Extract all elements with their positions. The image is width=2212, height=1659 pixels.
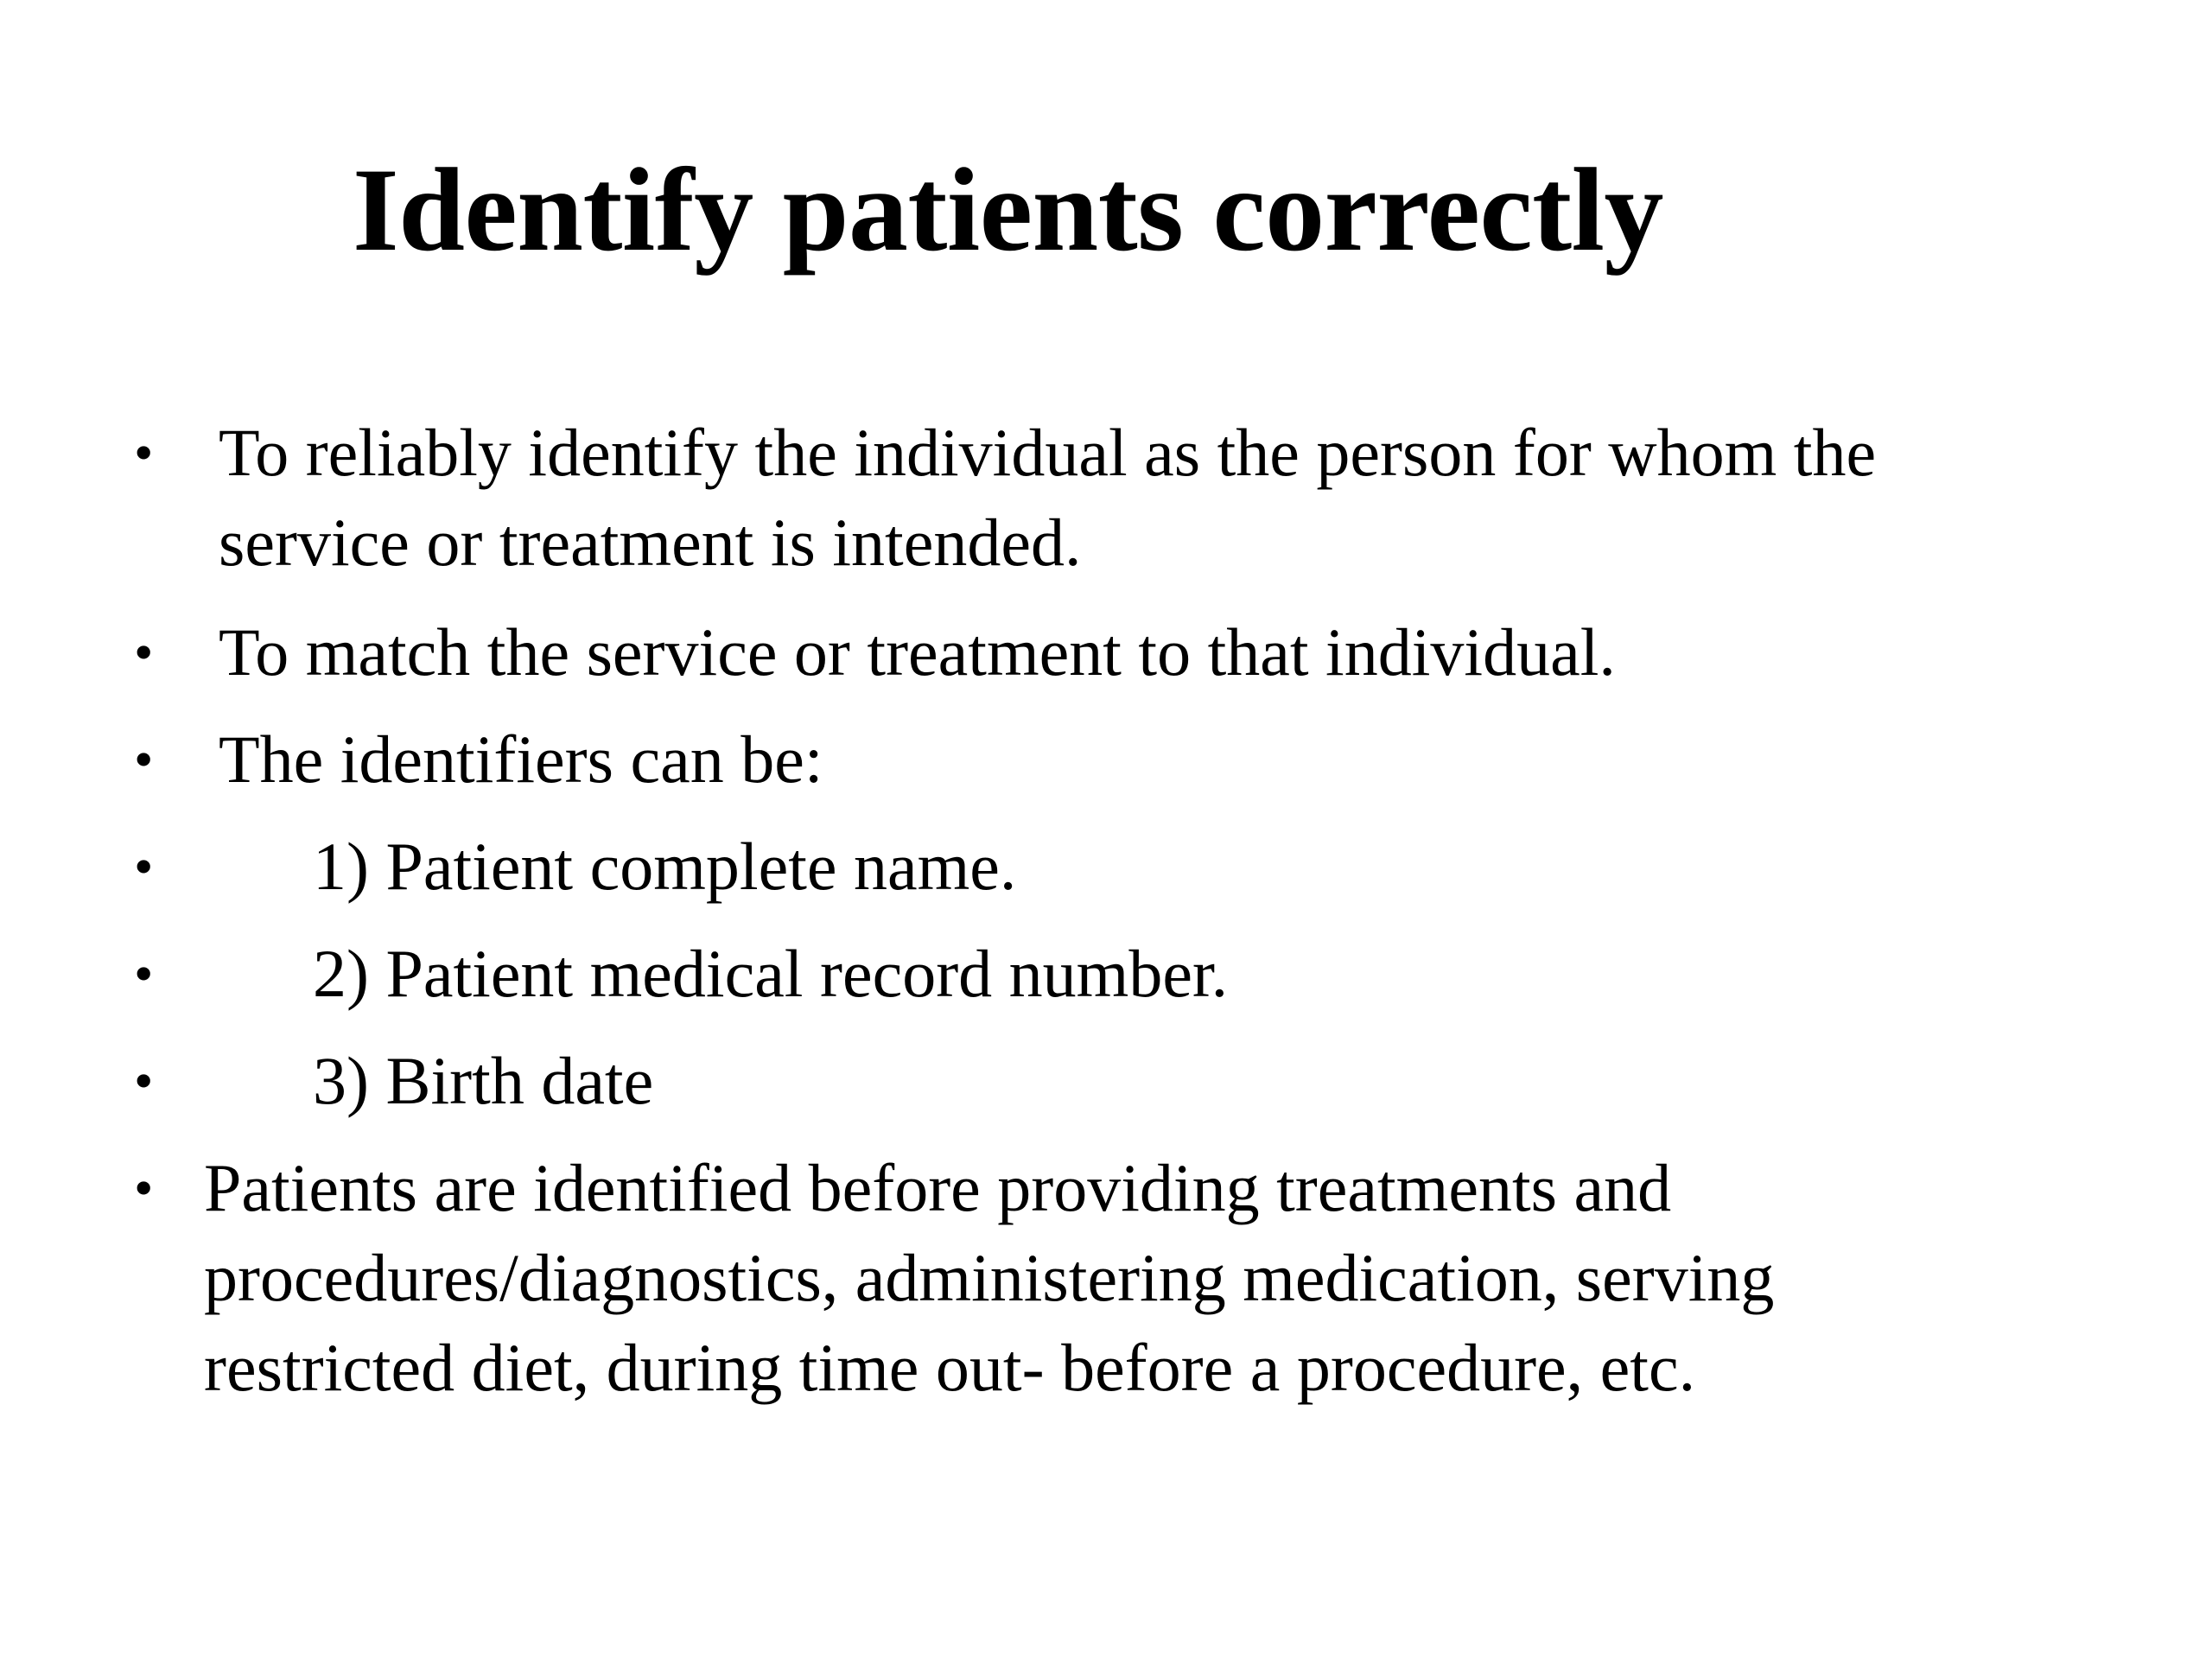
bullet-text-line: 2) Patient medical record number. <box>313 936 1229 1011</box>
bullet-text-line: procedures/diagnostics, administering medication, serving <box>204 1240 1775 1315</box>
bullet-text-line: Patients are identified before providing treatments and <box>204 1150 1672 1225</box>
list-item <box>0 607 2212 697</box>
slide-title: Identify patients correctly <box>353 143 1663 276</box>
bullet-text-line: To match the service or treatment to that individual. <box>219 614 1616 690</box>
list-item <box>0 822 2212 912</box>
list-item <box>0 1143 2212 1413</box>
bullet-text-line: The identifiers can be: <box>219 721 823 797</box>
bullet-icon: • <box>134 836 154 897</box>
bullet-icon: • <box>134 1157 154 1218</box>
bullet-text-line: To reliably identify the individual as the person for whom the <box>219 415 1877 490</box>
list-item <box>0 408 2212 589</box>
bullet-icon: • <box>134 1050 154 1111</box>
bullet-text-line: restricted diet, during time out- before a procedure, etc. <box>204 1330 1696 1405</box>
list-item <box>0 929 2212 1019</box>
bullet-text-line: 3) Birth date <box>313 1043 654 1118</box>
bullet-text-line: 1) Patient complete name. <box>313 829 1017 904</box>
bullet-icon: • <box>134 728 154 790</box>
list-item <box>0 1036 2212 1126</box>
bullet-icon: • <box>134 943 154 1004</box>
bullet-icon: • <box>134 422 154 483</box>
bullet-icon: • <box>134 621 154 683</box>
bullet-text-line: service or treatment is intended. <box>219 505 1082 580</box>
list-item <box>0 715 2212 804</box>
